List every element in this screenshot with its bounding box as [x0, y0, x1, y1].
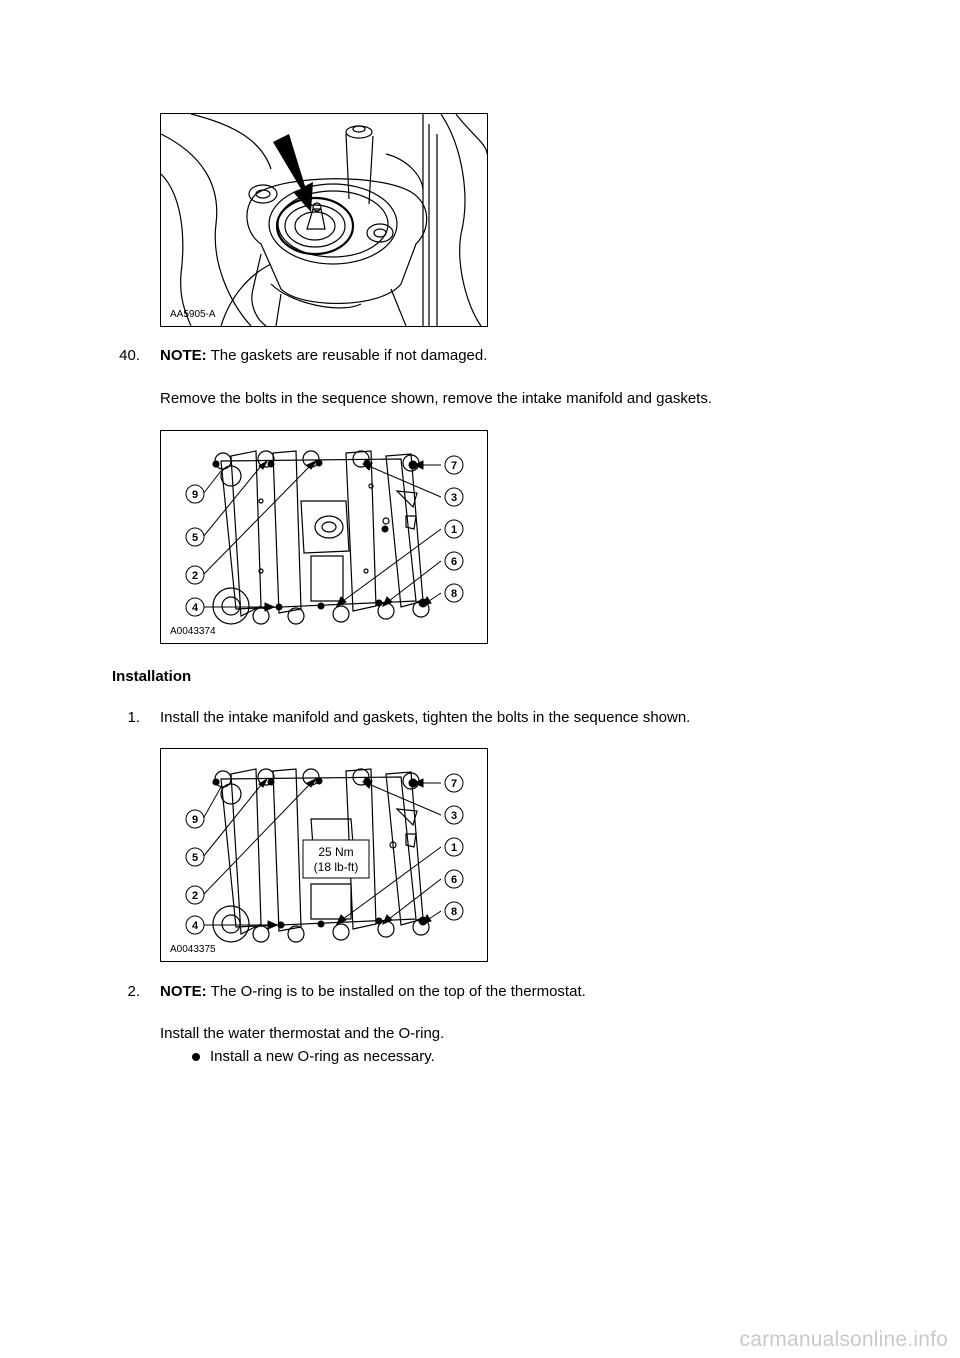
svg-text:6: 6 — [450, 556, 458, 568]
note-label: NOTE: — [160, 347, 207, 364]
figure-id: A0043374 — [170, 626, 216, 637]
section-heading: Installation — [112, 668, 192, 685]
svg-text:7: 7 — [450, 778, 458, 790]
note-text: The gaskets are reusable if not damaged. — [206, 347, 488, 364]
callout-7 — [445, 774, 463, 792]
bullet-dot — [192, 1053, 200, 1061]
svg-text:4: 4 — [191, 602, 199, 614]
svg-text:9: 9 — [191, 814, 199, 826]
svg-text:3: 3 — [450, 492, 458, 504]
callout-9 — [186, 485, 204, 503]
callout-8 — [445, 584, 463, 602]
callout-7 — [445, 456, 463, 474]
svg-text:1: 1 — [450, 842, 458, 854]
callout-5 — [186, 528, 204, 546]
svg-text:8: 8 — [450, 906, 458, 918]
callout-6 — [445, 870, 463, 888]
step-instruction: Install the intake manifold and gaskets, tighten the bolts in the sequence shown. — [160, 709, 691, 726]
svg-text:5: 5 — [191, 532, 199, 544]
thermostat-illustration — [161, 114, 487, 326]
figure-id: AA5905-A — [170, 309, 216, 320]
svg-text:3: 3 — [450, 810, 458, 822]
callout-8 — [445, 902, 463, 920]
svg-text:7: 7 — [450, 460, 458, 472]
watermark: carmanualsonline.info — [739, 1328, 948, 1351]
callout-4 — [186, 916, 204, 934]
callout-2 — [186, 566, 204, 584]
callout-1 — [445, 520, 463, 538]
manifold-removal-figure — [160, 430, 488, 644]
callout-5 — [186, 848, 204, 866]
note-label: NOTE: — [160, 983, 207, 1000]
thermostat-figure — [160, 113, 488, 327]
manifold-install-figure — [160, 748, 488, 962]
figure-id: A0043375 — [170, 944, 216, 955]
step-number: 2. — [127, 983, 140, 1000]
step-instruction: Install the water thermostat and the O-ring. — [160, 1025, 445, 1042]
svg-text:2: 2 — [191, 890, 199, 902]
note-text: The O-ring is to be installed on the top of the thermostat. — [206, 983, 586, 1000]
svg-text:5: 5 — [191, 852, 199, 864]
callout-9 — [186, 810, 204, 828]
torque-value: 25 Nm — [318, 845, 354, 859]
callout-6 — [445, 552, 463, 570]
svg-text:6: 6 — [450, 874, 458, 886]
torque-value-imperial: (18 lb-ft) — [313, 860, 359, 874]
svg-text:4: 4 — [191, 920, 199, 932]
manifold-illustration — [161, 431, 487, 643]
svg-text:9: 9 — [191, 489, 199, 501]
callout-3 — [445, 488, 463, 506]
step-number: 40. — [119, 347, 140, 364]
step-instruction: Remove the bolts in the sequence shown, remove the intake manifold and gaskets. — [160, 390, 712, 407]
callout-3 — [445, 806, 463, 824]
callout-1 — [445, 838, 463, 856]
manifold-illustration — [161, 749, 487, 961]
step-note — [160, 347, 487, 364]
svg-text:2: 2 — [191, 570, 199, 582]
callout-4 — [186, 598, 204, 616]
bullet-text: Install a new O-ring as necessary. — [210, 1048, 435, 1065]
callout-2 — [186, 886, 204, 904]
step-number: 1. — [127, 709, 140, 726]
step-note — [160, 983, 586, 1000]
svg-text:1: 1 — [450, 524, 458, 536]
svg-text:8: 8 — [450, 588, 458, 600]
